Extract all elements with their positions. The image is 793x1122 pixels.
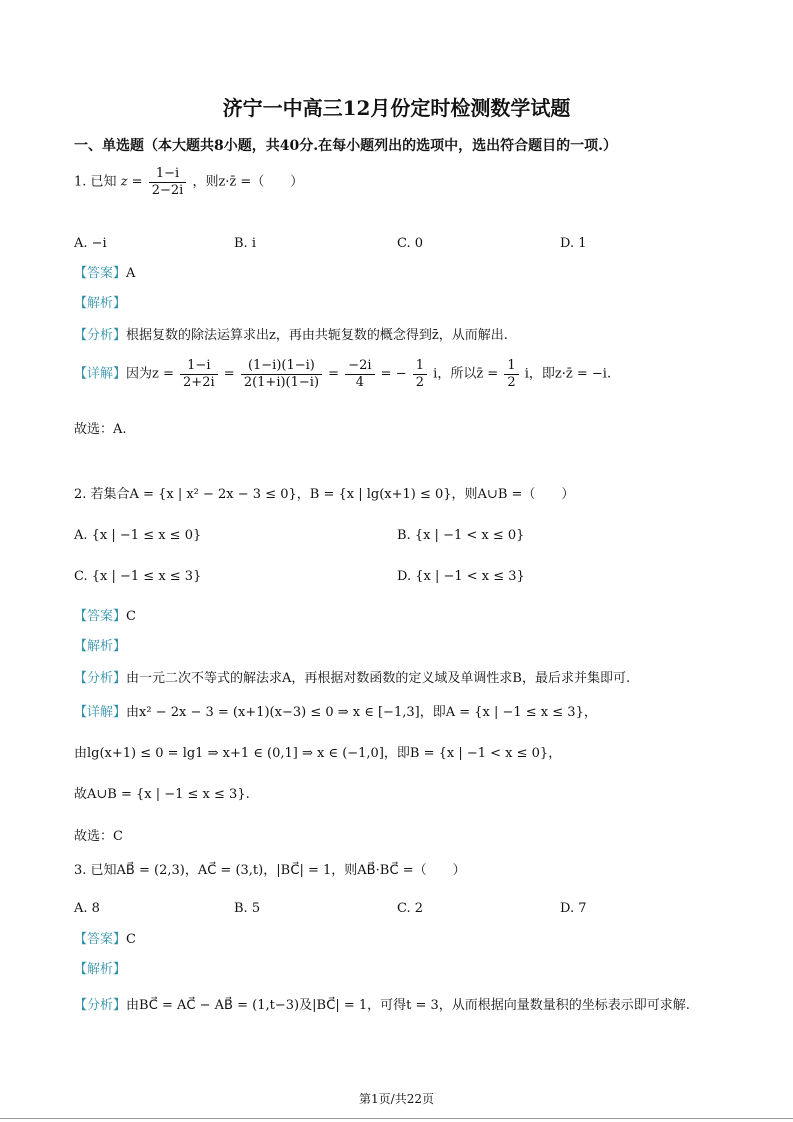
frac-num: 1−i	[180, 358, 218, 375]
fenxi-text: 由一元二次不等式的解法求A，再根据对数函数的定义域及单调性求B，最后求并集即可.	[126, 671, 631, 686]
q2-choose: 故选：C	[74, 829, 123, 844]
equals-sign: =	[223, 366, 235, 382]
frac-num: 1	[504, 358, 518, 375]
q1-frac-den: 2−2i	[151, 183, 184, 198]
q1-option-b: B. i	[234, 236, 256, 251]
page-footer: 第1页/共22页	[359, 1092, 434, 1106]
question-2-stem: 2. 若集合A = {x | x² − 2x − 3 ≤ 0}，B = {x | lg(x+1) ≤ 0}，则A∪B =（ ）	[74, 487, 575, 502]
frac-num: (1−i)(1−i)	[241, 358, 322, 375]
q1-analysis-tag: 【解析】	[74, 296, 127, 311]
q1-answer	[74, 266, 135, 282]
frac-num: 1	[413, 358, 427, 375]
q2-fenxi	[74, 671, 630, 687]
detail-pre: 因为z =	[126, 366, 174, 382]
answer-value: A	[126, 266, 136, 281]
q2-option-a: A. {x | −1 ≤ x ≤ 0}	[74, 528, 202, 543]
fenxi-tag: 【分析】	[74, 998, 127, 1013]
q2-detail-3: 故A∪B = {x | −1 ≤ x ≤ 3}.	[74, 787, 250, 802]
answer-tag: 【答案】	[74, 266, 127, 281]
q1-detail-frac-5	[504, 358, 518, 391]
answer-value: C	[126, 932, 136, 947]
q1-detail-frac-2	[241, 358, 322, 391]
q1-frac-num: 1−i	[149, 166, 187, 183]
frac-den: 2	[415, 375, 425, 390]
detail-tag: 【详解】	[74, 366, 127, 382]
q1-detail-frac-1	[180, 358, 218, 391]
q1-detail-frac-4	[413, 358, 427, 391]
q2-answer	[74, 609, 136, 625]
q1-option-a: A. −i	[74, 236, 107, 251]
fenxi-text: 由BC⃗ = AC⃗ − AB⃗ = (1,t−3)及|BC⃗| = 1，可得t = 3，从而根据向量数量积的坐标表示即可求解.	[126, 998, 690, 1013]
detail-tag: 【详解】	[74, 705, 127, 720]
q1-option-c: C. 0	[397, 236, 424, 251]
detail-after-2: i，即z·z̄ = −i.	[524, 366, 612, 382]
section-heading: 一、单选题（本大题共8小题，共40分.在每小题列出的选项中，选出符合题目的一项.）	[74, 138, 617, 154]
frac-den: 4	[355, 375, 364, 390]
q1-option-d: D. 1	[560, 236, 587, 251]
q1-detail	[74, 358, 611, 391]
frac-den: 2(1+i)(1−i)	[243, 375, 320, 390]
q3-option-c: C. 2	[397, 901, 424, 916]
q1-var-z: z =	[120, 174, 143, 190]
question-3-stem: 3. 已知AB⃗ = (2,3)，AC⃗ = (3,t)，|BC⃗| = 1，则AB⃗·BC⃗ =（ ）	[74, 863, 466, 878]
fenxi-text: 根据复数的除法运算求出z，再由共轭复数的概念得到z̄，从而解出.	[126, 328, 508, 343]
q1-fraction	[149, 166, 187, 199]
question-1-stem	[74, 166, 303, 199]
bottom-divider	[0, 1118, 793, 1119]
q3-option-a: A. 8	[74, 901, 100, 916]
q3-fenxi	[74, 998, 690, 1014]
q1-prefix: 1. 已知	[74, 174, 117, 190]
q1-choose: 故选：A.	[74, 422, 127, 437]
q2-option-d: D. {x | −1 < x ≤ 3}	[397, 569, 525, 584]
equals-sign: =	[328, 366, 340, 382]
fenxi-tag: 【分析】	[74, 671, 127, 686]
q2-detail-1	[74, 705, 597, 721]
detail-after-1: i，所以z̄ =	[433, 366, 499, 382]
detail-mid: = −	[380, 366, 407, 382]
q2-option-b: B. {x | −1 < x ≤ 0}	[397, 528, 525, 543]
q1-fenxi	[74, 328, 508, 344]
frac-den: 2	[507, 375, 516, 390]
answer-tag: 【答案】	[74, 609, 127, 624]
frac-den: 2+2i	[183, 375, 215, 390]
page-title: 济宁一中高三12月份定时检测数学试题	[222, 96, 571, 120]
q3-answer	[74, 932, 136, 948]
q1-detail-frac-3	[345, 358, 374, 391]
q2-analysis-tag: 【解析】	[74, 639, 127, 654]
frac-num: −2i	[345, 358, 374, 375]
q2-detail-2: 由lg(x+1) ≤ 0 = lg1 ⇒ x+1 ∈ (0,1] ⇒ x ∈ (−1,0]，即B = {x | −1 < x ≤ 0}，	[74, 746, 562, 761]
answer-value: C	[126, 609, 136, 624]
q3-option-d: D. 7	[560, 901, 587, 916]
q2-option-c: C. {x | −1 ≤ x ≤ 3}	[74, 569, 202, 584]
q3-option-b: B. 5	[234, 901, 261, 916]
q1-suffix: ，则z·z̄ =（ ）	[192, 174, 304, 190]
answer-tag: 【答案】	[74, 932, 127, 947]
fenxi-tag: 【分析】	[74, 328, 127, 343]
detail-line-1: 由x² − 2x − 3 = (x+1)(x−3) ≤ 0 ⇒ x ∈ [−1,3]，即A = {x | −1 ≤ x ≤ 3}，	[126, 705, 597, 720]
q3-analysis-tag: 【解析】	[74, 962, 127, 977]
